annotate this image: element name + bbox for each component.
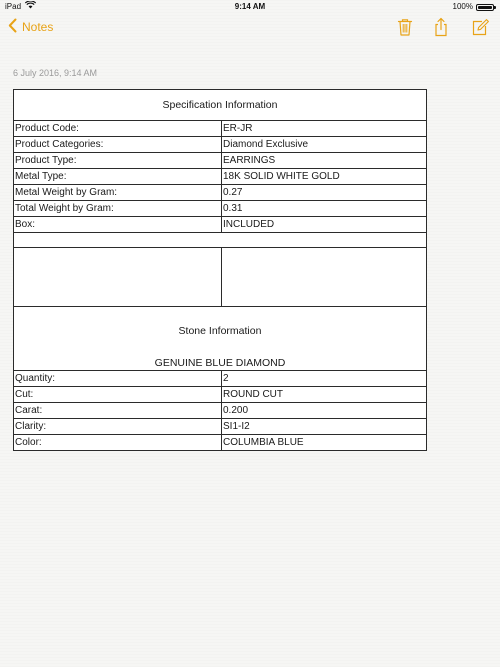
empty-row — [14, 233, 427, 248]
note-date: 6 July 2016, 9:14 AM — [13, 68, 98, 78]
stone-subtitle: GENUINE BLUE DIAMOND — [154, 357, 286, 369]
table-row — [14, 137, 427, 153]
row-value: 0.27 — [222, 185, 427, 201]
battery-level — [478, 6, 492, 9]
row-label: Quantity: — [14, 371, 222, 387]
stone-title: Stone Information — [178, 325, 262, 337]
back-button-label: Notes — [22, 20, 54, 34]
share-icon[interactable] — [430, 16, 452, 38]
stone-header-cell — [14, 307, 427, 371]
row-label: Clarity: — [14, 419, 222, 435]
trash-icon[interactable] — [394, 16, 416, 38]
device-name: iPad — [5, 2, 22, 11]
row-label: Product Categories: — [14, 137, 222, 153]
table-row — [14, 185, 427, 201]
row-value: ER-JR — [222, 121, 427, 137]
row-value: 0.200 — [222, 403, 427, 419]
row-label: Total Weight by Gram: — [14, 201, 222, 217]
row-label: Product Code: — [14, 121, 222, 137]
table-row — [14, 403, 427, 419]
row-label: Metal Weight by Gram: — [14, 185, 222, 201]
row-value: COLUMBIA BLUE — [222, 435, 427, 451]
table-row — [14, 387, 427, 403]
chevron-left-icon — [8, 18, 17, 36]
row-label: Product Type: — [14, 153, 222, 169]
spec-title-row — [14, 90, 427, 121]
row-label: Cut: — [14, 387, 222, 403]
table-row — [14, 419, 427, 435]
row-label: Color: — [14, 435, 222, 451]
row-value: Diamond Exclusive — [222, 137, 427, 153]
empty-cell-left — [14, 248, 222, 307]
spec-table — [13, 89, 427, 451]
nav-bar — [0, 14, 500, 42]
compose-icon[interactable] — [469, 16, 491, 38]
row-label: Metal Type: — [14, 169, 222, 185]
status-bar — [0, 0, 500, 14]
table-row — [14, 371, 427, 387]
stone-header-row — [14, 307, 427, 371]
table-row — [14, 169, 427, 185]
table-row — [14, 153, 427, 169]
battery-icon — [476, 4, 494, 11]
row-value: INCLUDED — [222, 217, 427, 233]
row-value: ROUND CUT — [222, 387, 427, 403]
empty-cell — [14, 233, 427, 248]
empty-tall-row — [14, 248, 427, 307]
empty-cell-right — [222, 248, 427, 307]
spec-title: Specification Information — [14, 90, 427, 121]
row-value: 0.31 — [222, 201, 427, 217]
row-value: SI1-I2 — [222, 419, 427, 435]
battery-percentage: 100% — [452, 2, 473, 11]
table-row — [14, 435, 427, 451]
row-value: 18K SOLID WHITE GOLD — [222, 169, 427, 185]
row-label: Box: — [14, 217, 222, 233]
back-to-notes-button[interactable] — [8, 18, 53, 36]
status-time: 9:14 AM — [234, 2, 266, 11]
row-label: Carat: — [14, 403, 222, 419]
row-value: 2 — [222, 371, 427, 387]
table-row — [14, 121, 427, 137]
row-value: EARRINGS — [222, 153, 427, 169]
status-right — [453, 0, 494, 14]
table-row — [14, 217, 427, 233]
table-row — [14, 201, 427, 217]
